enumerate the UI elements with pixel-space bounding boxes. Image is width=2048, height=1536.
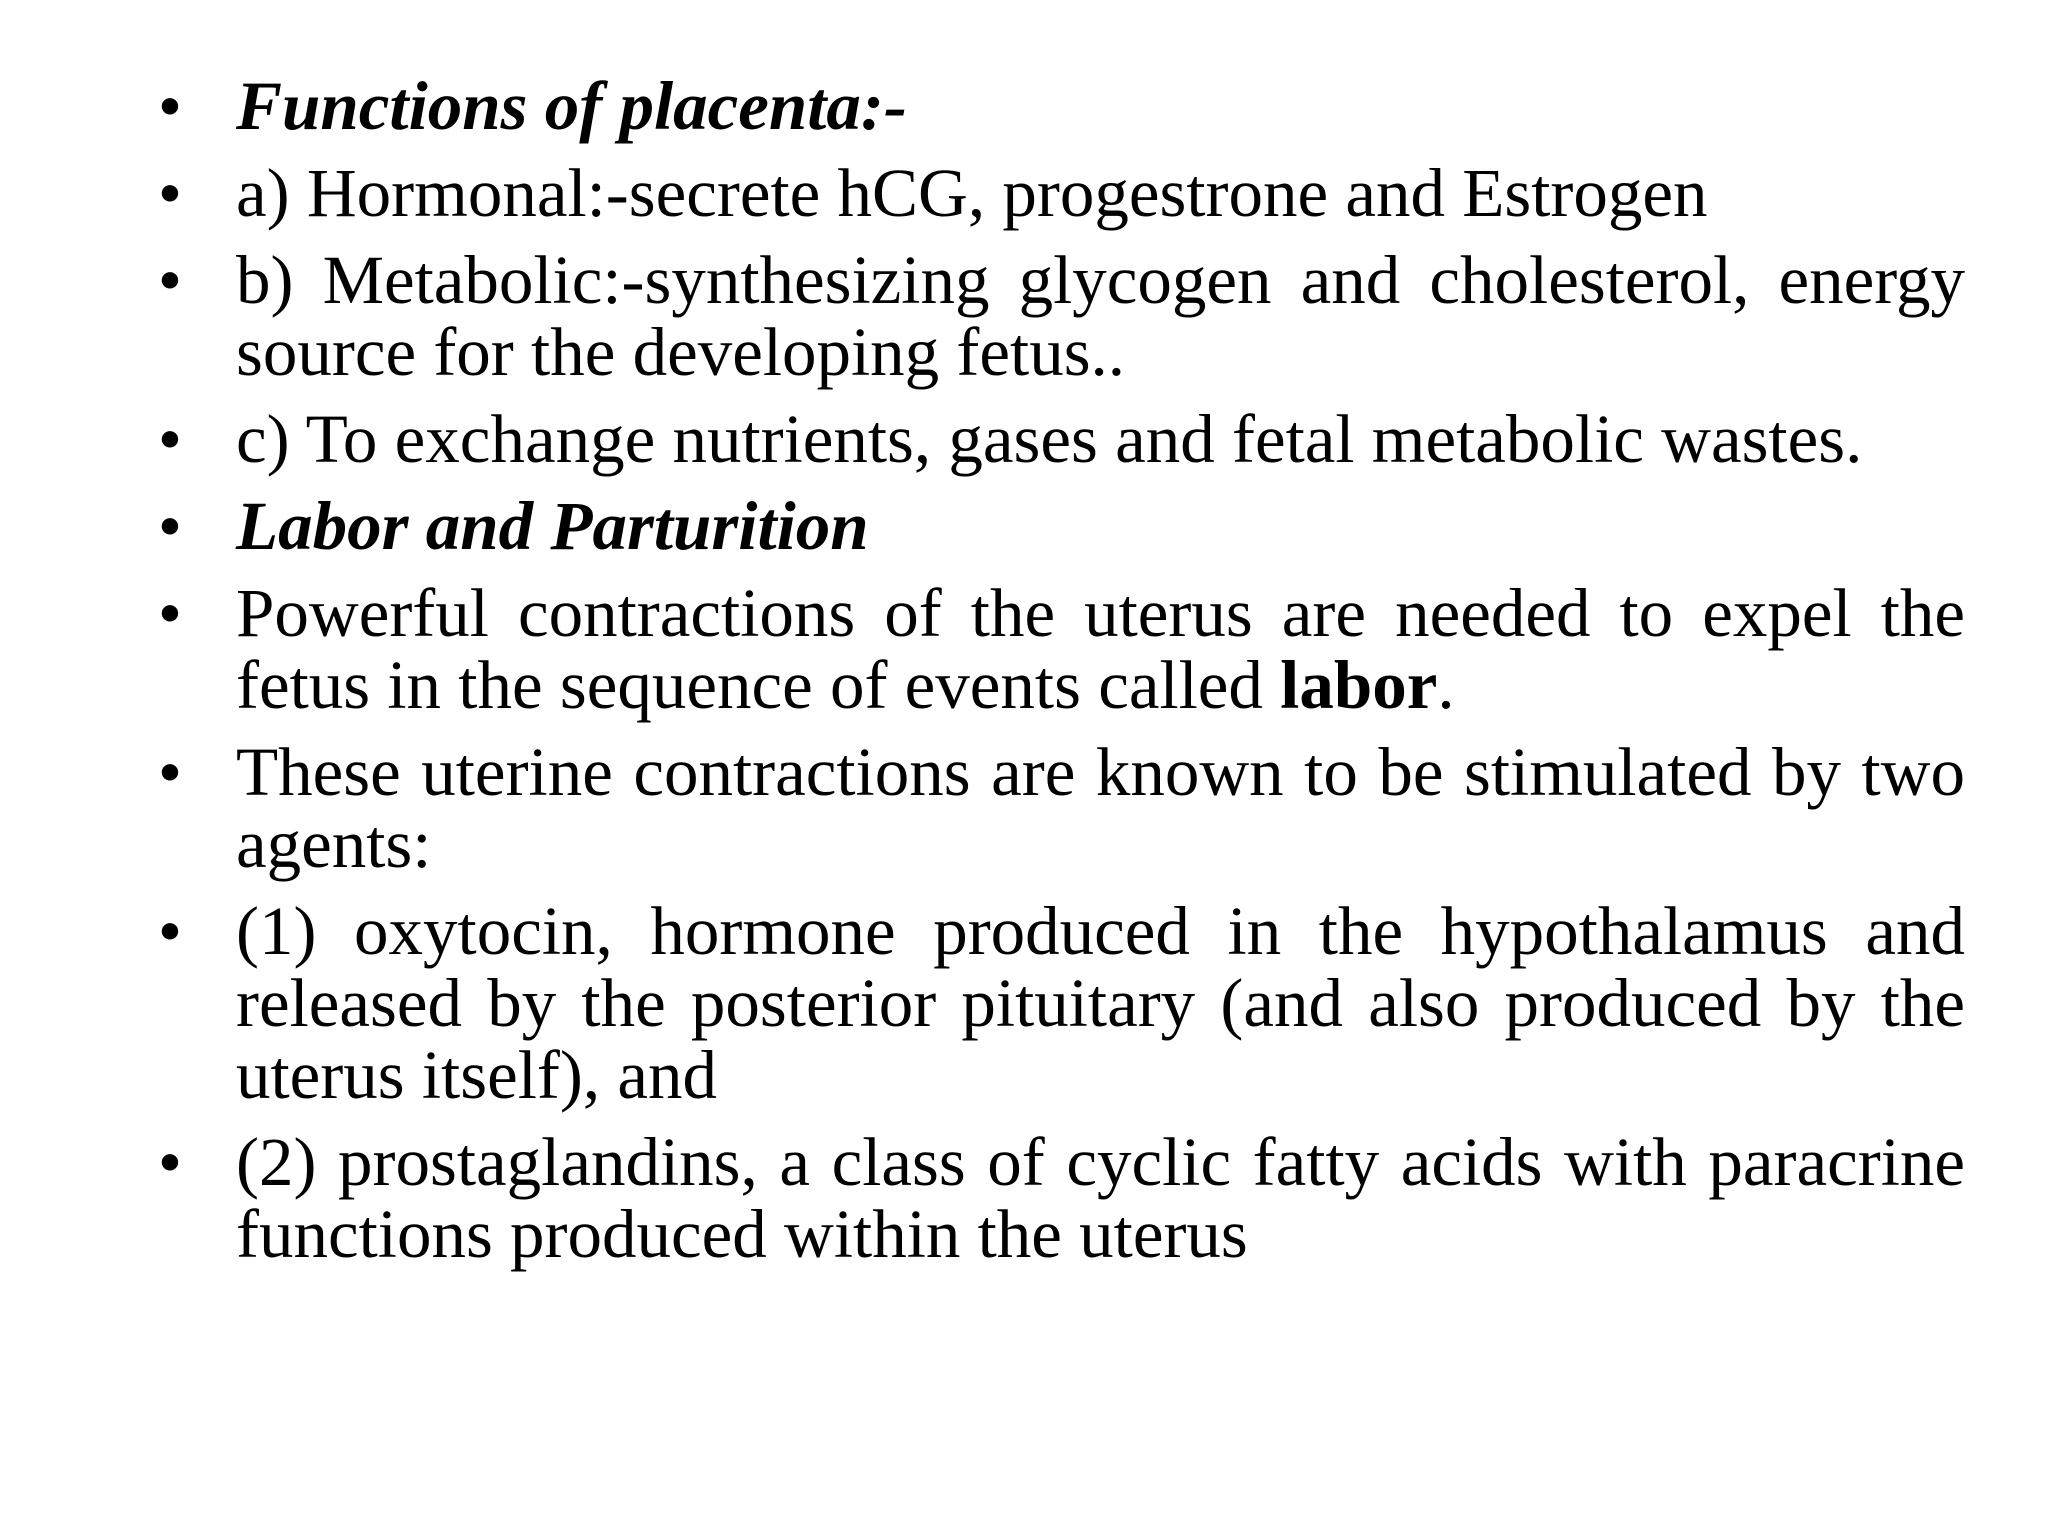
bullet-point-icon: • (157, 734, 183, 810)
bullet-point-icon: • (157, 68, 183, 144)
bullet-contractions (150, 577, 1965, 721)
bullet-point-icon: • (157, 893, 183, 969)
bullet-text: a) Hormonal:-secrete hCG, progestrone and Estrogen (236, 155, 1708, 231)
bullet-hormonal (150, 157, 1965, 229)
bullet-text: These uterine contractions are known to be stimulated by two agents: (236, 734, 1965, 882)
bullet-point-icon: • (157, 401, 183, 477)
bullet-stimulated (150, 736, 1965, 880)
bullet-metabolic (150, 244, 1965, 388)
bullet-heading-placenta-functions (150, 70, 1965, 142)
bullet-text: b) Metabolic:-synthesizing glycogen and cholesterol, energy source for the developing fetus.. (236, 242, 1965, 390)
bullet-point-icon: • (157, 1124, 183, 1200)
bold-term-labor: labor (1280, 647, 1438, 723)
bullet-text: c) To exchange nutrients, gases and fetal metabolic wastes. (236, 401, 1863, 477)
bullet-point-icon: • (157, 575, 183, 651)
bullet-text-part: Powerful contractions of the uterus are needed to expel the fetus in the sequence of events called (236, 575, 1965, 723)
bullet-point-icon: • (157, 488, 183, 564)
heading-text: Functions of placenta:- (236, 68, 907, 144)
bullet-list (150, 70, 1965, 1285)
bullet-point-icon: • (157, 242, 183, 318)
bullet-heading-labor (150, 490, 1965, 562)
bullet-oxytocin (150, 895, 1965, 1111)
bullet-prostaglandins (150, 1126, 1965, 1270)
bullet-exchange (150, 403, 1965, 475)
bullet-text-part: . (1437, 647, 1455, 723)
bullet-text (236, 575, 1965, 723)
bullet-point-icon: • (157, 155, 183, 231)
heading-text: Labor and Parturition (236, 488, 869, 564)
bullet-text: (1) oxytocin, hormone produced in the hypothalamus and released by the posterior pituitary (and also produced by the uterus itself), and (236, 893, 1965, 1113)
bullet-text: (2) prostaglandins, a class of cyclic fatty acids with paracrine functions produced within the uterus (236, 1124, 1965, 1272)
